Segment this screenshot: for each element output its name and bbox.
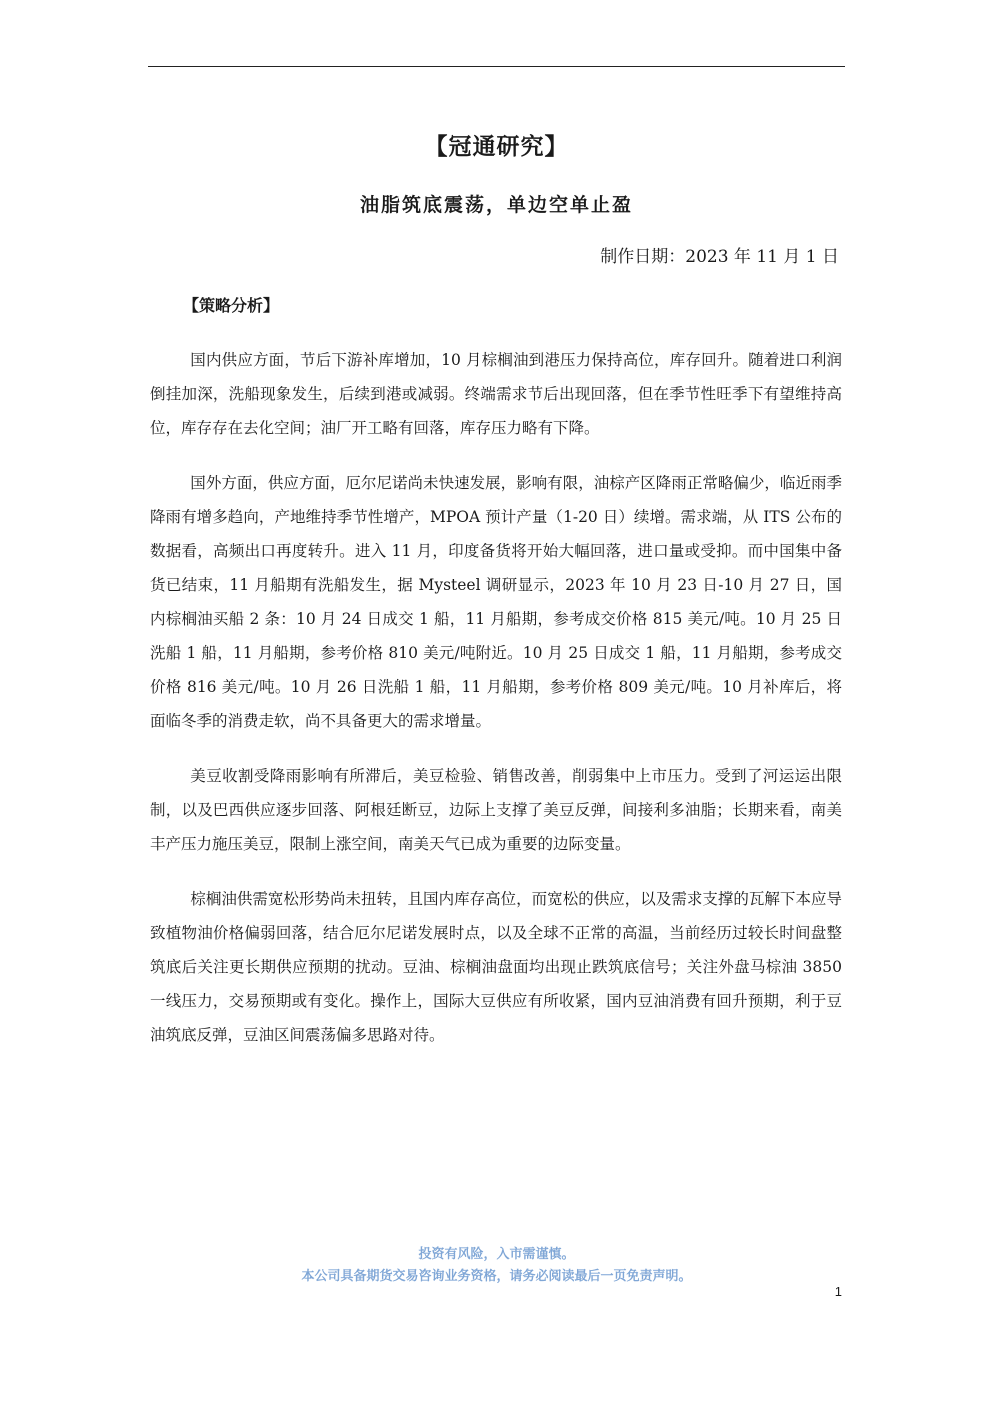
section-heading-strategy: 【策略分析】 xyxy=(183,296,280,315)
report-title: 【冠通研究】 xyxy=(424,133,569,160)
paragraph-overseas-supply: 国外方面，供应方面，厄尔尼诺尚未快速发展，影响有限，油棕产区降雨正常略偏少，临近雨季降雨有增多趋向，产地维持季节性增产，MPOA 预计产量（1-20 日）续增。需求端，从 ITS 公布的数据看，高频出口再度转升。进入 11 月，印度备货将开始大幅回落，进口量或受抑。而中国集中备货已结束，11 月船期有洗船发生，据 Mysteel 调研显示，2023 年 10 月 23 日-10 月 27 日，国内棕榈油买船 2 条：10 月 24 日成交 1 船，11 月船期，参考成交价格 815 美元/吨。10 月 25 日洗船 1 船，11 月船期，参考价格 810 美元/吨附近。10 月 25 日成交 1 船，11 月船期，参考成交价格 816 美元/吨。10 月 26 日洗船 1 船，11 月船期，参考价格 809 美元/吨。10 月补库后，将面临冬季的消费走软，尚不具备更大的需求增量。 xyxy=(150,474,842,730)
footer-risk-warning: 投资有风险，入市需谨慎。 xyxy=(418,1247,575,1262)
page-number: 1 xyxy=(834,1284,842,1299)
paragraph-us-soybean: 美豆收割受降雨影响有所滞后，美豆检验、销售改善，削弱集中上市压力。受到了河运运出限制，以及巴西供应逐步回落、阿根廷断豆，边际上支撑了美豆反弹，间接利多油脂；长期来看，南美丰产压力施压美豆，限制上涨空间，南美天气已成为重要的边际变量。 xyxy=(150,767,842,853)
paragraph-strategy-conclusion: 棕榈油供需宽松形势尚未扭转，且国内库存高位，而宽松的供应，以及需求支撑的瓦解下本应导致植物油价格偏弱回落，结合厄尔尼诺发展时点，以及全球不正常的高温，当前经历过较长时间盘整筑底后关注更长期供应预期的扰动。豆油、棕榈油盘面均出现止跌筑底信号；关注外盘马棕油 3850 一线压力，交易预期或有变化。操作上，国际大豆供应有所收紧，国内豆油消费有回升预期，利于豆油筑底反弹，豆油区间震荡偏多思路对待。 xyxy=(150,890,842,1044)
report-date: 制作日期：2023 年 11 月 1 日 xyxy=(600,247,839,267)
paragraph-domestic-supply: 国内供应方面，节后下游补库增加，10 月棕榈油到港压力保持高位，库存回升。随着进口利润倒挂加深，洗船现象发生，后续到港或减弱。终端需求节后出现回落，但在季节性旺季下有望维持高位，库存存在去化空间；油厂开工略有回落，库存压力略有下降。 xyxy=(150,351,842,437)
header-rule xyxy=(148,66,845,67)
footer-disclaimer: 本公司具备期货交易咨询业务资格，请务必阅读最后一页免责声明。 xyxy=(301,1269,692,1284)
report-body xyxy=(150,343,842,1073)
report-subtitle: 油脂筑底震荡，单边空单止盈 xyxy=(359,194,633,216)
